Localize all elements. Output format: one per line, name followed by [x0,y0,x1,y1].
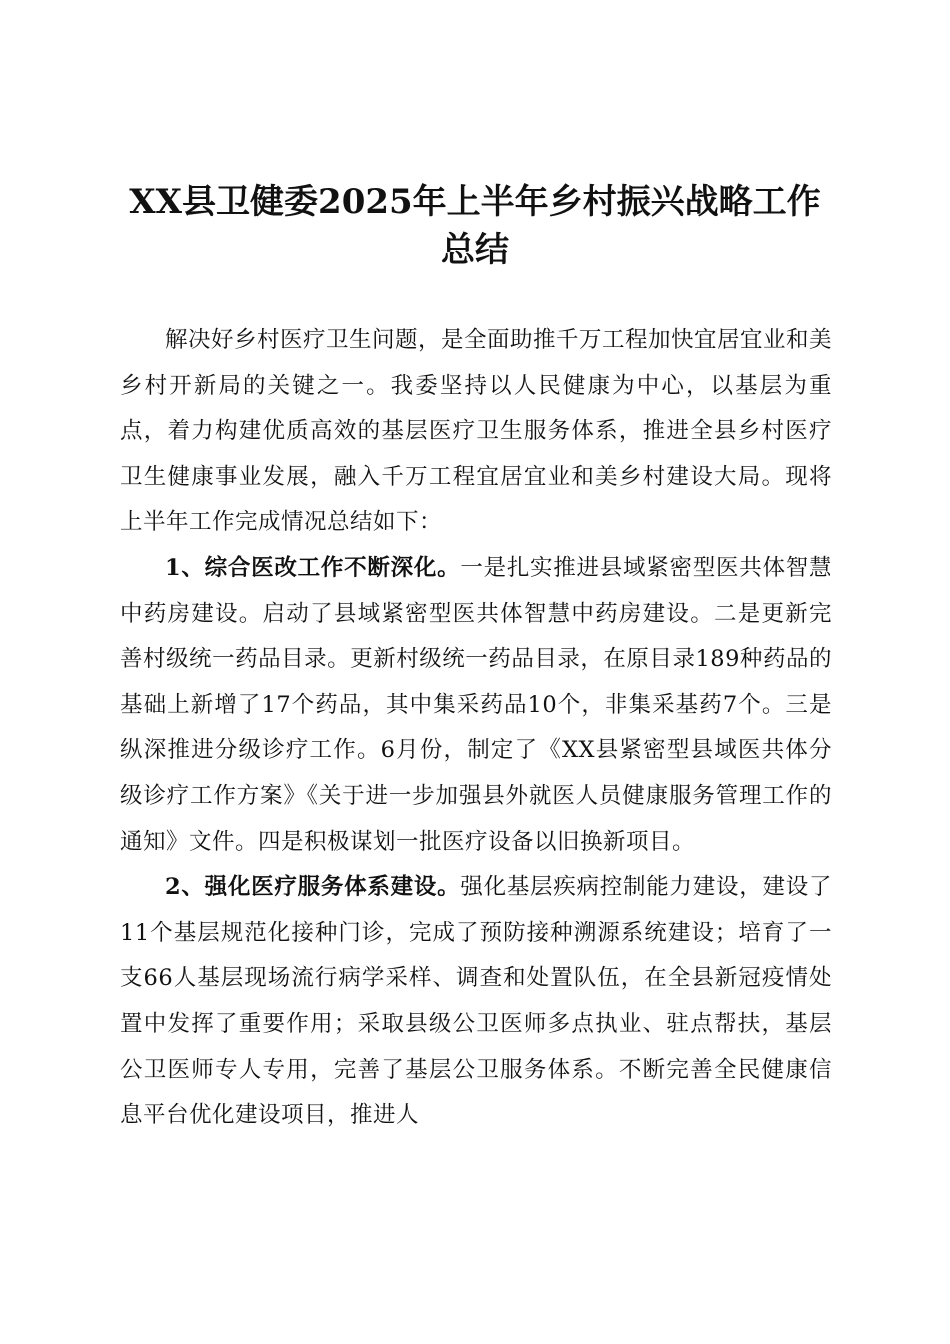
section-text-1: 一是扎实推进县域紧密型医共体智慧中药房建设。启动了县域紧密型医共体智慧中药房建设。二是更新完善村级统一药品目录。更新村级统一药品目录，在原目录189种药品的基础上新增了17个药品，其中集采药品10个，非集采基药7个。三是纵深推进分级诊疗工作。6月份，制定了《XX县紧密型县域医共体分级诊疗工作方案》《关于进一步加强县外就医人员健康服务管理工作的通知》文件。四是积极谋划一批医疗设备以旧换新项目。 [120,554,832,855]
section-text-2: 强化基层疾病控制能力建设，建设了11个基层规范化接种门诊，完成了预防接种溯源系统建设；培育了一支66人基层现场流行病学采样、调查和处置队伍，在全县新冠疫情处置中发挥了重要作用；采取县级公卫医师多点执业、驻点帮扶，基层公卫医师专人专用，完善了基层公卫服务体系。不断完善全民健康信息平台优化建设项目，推进人 [120,874,832,1129]
section-paragraph-2 [120,865,832,1139]
document-body [120,318,832,1139]
intro-paragraph: 解决好乡村医疗卫生问题，是全面助推千万工程加快宜居宜业和美乡村开新局的关键之一。我委坚持以人民健康为中心，以基层为重点，着力构建优质高效的基层医疗卫生服务体系，推进全县乡村医疗卫生健康事业发展，融入千万工程宜居宜业和美乡村建设大局。现将上半年工作完成情况总结如下： [120,327,833,536]
section-heading-2: 2、强化医疗服务体系建设。 [165,874,461,901]
document-title [100,178,850,274]
section-heading-1: 1、综合医改工作不断深化。 [165,554,461,581]
section-paragraph-1 [120,546,832,865]
title-line-2: 总结 [441,230,509,270]
title-line-1: XX县卫健委2025年上半年乡村振兴战略工作 [129,182,821,222]
